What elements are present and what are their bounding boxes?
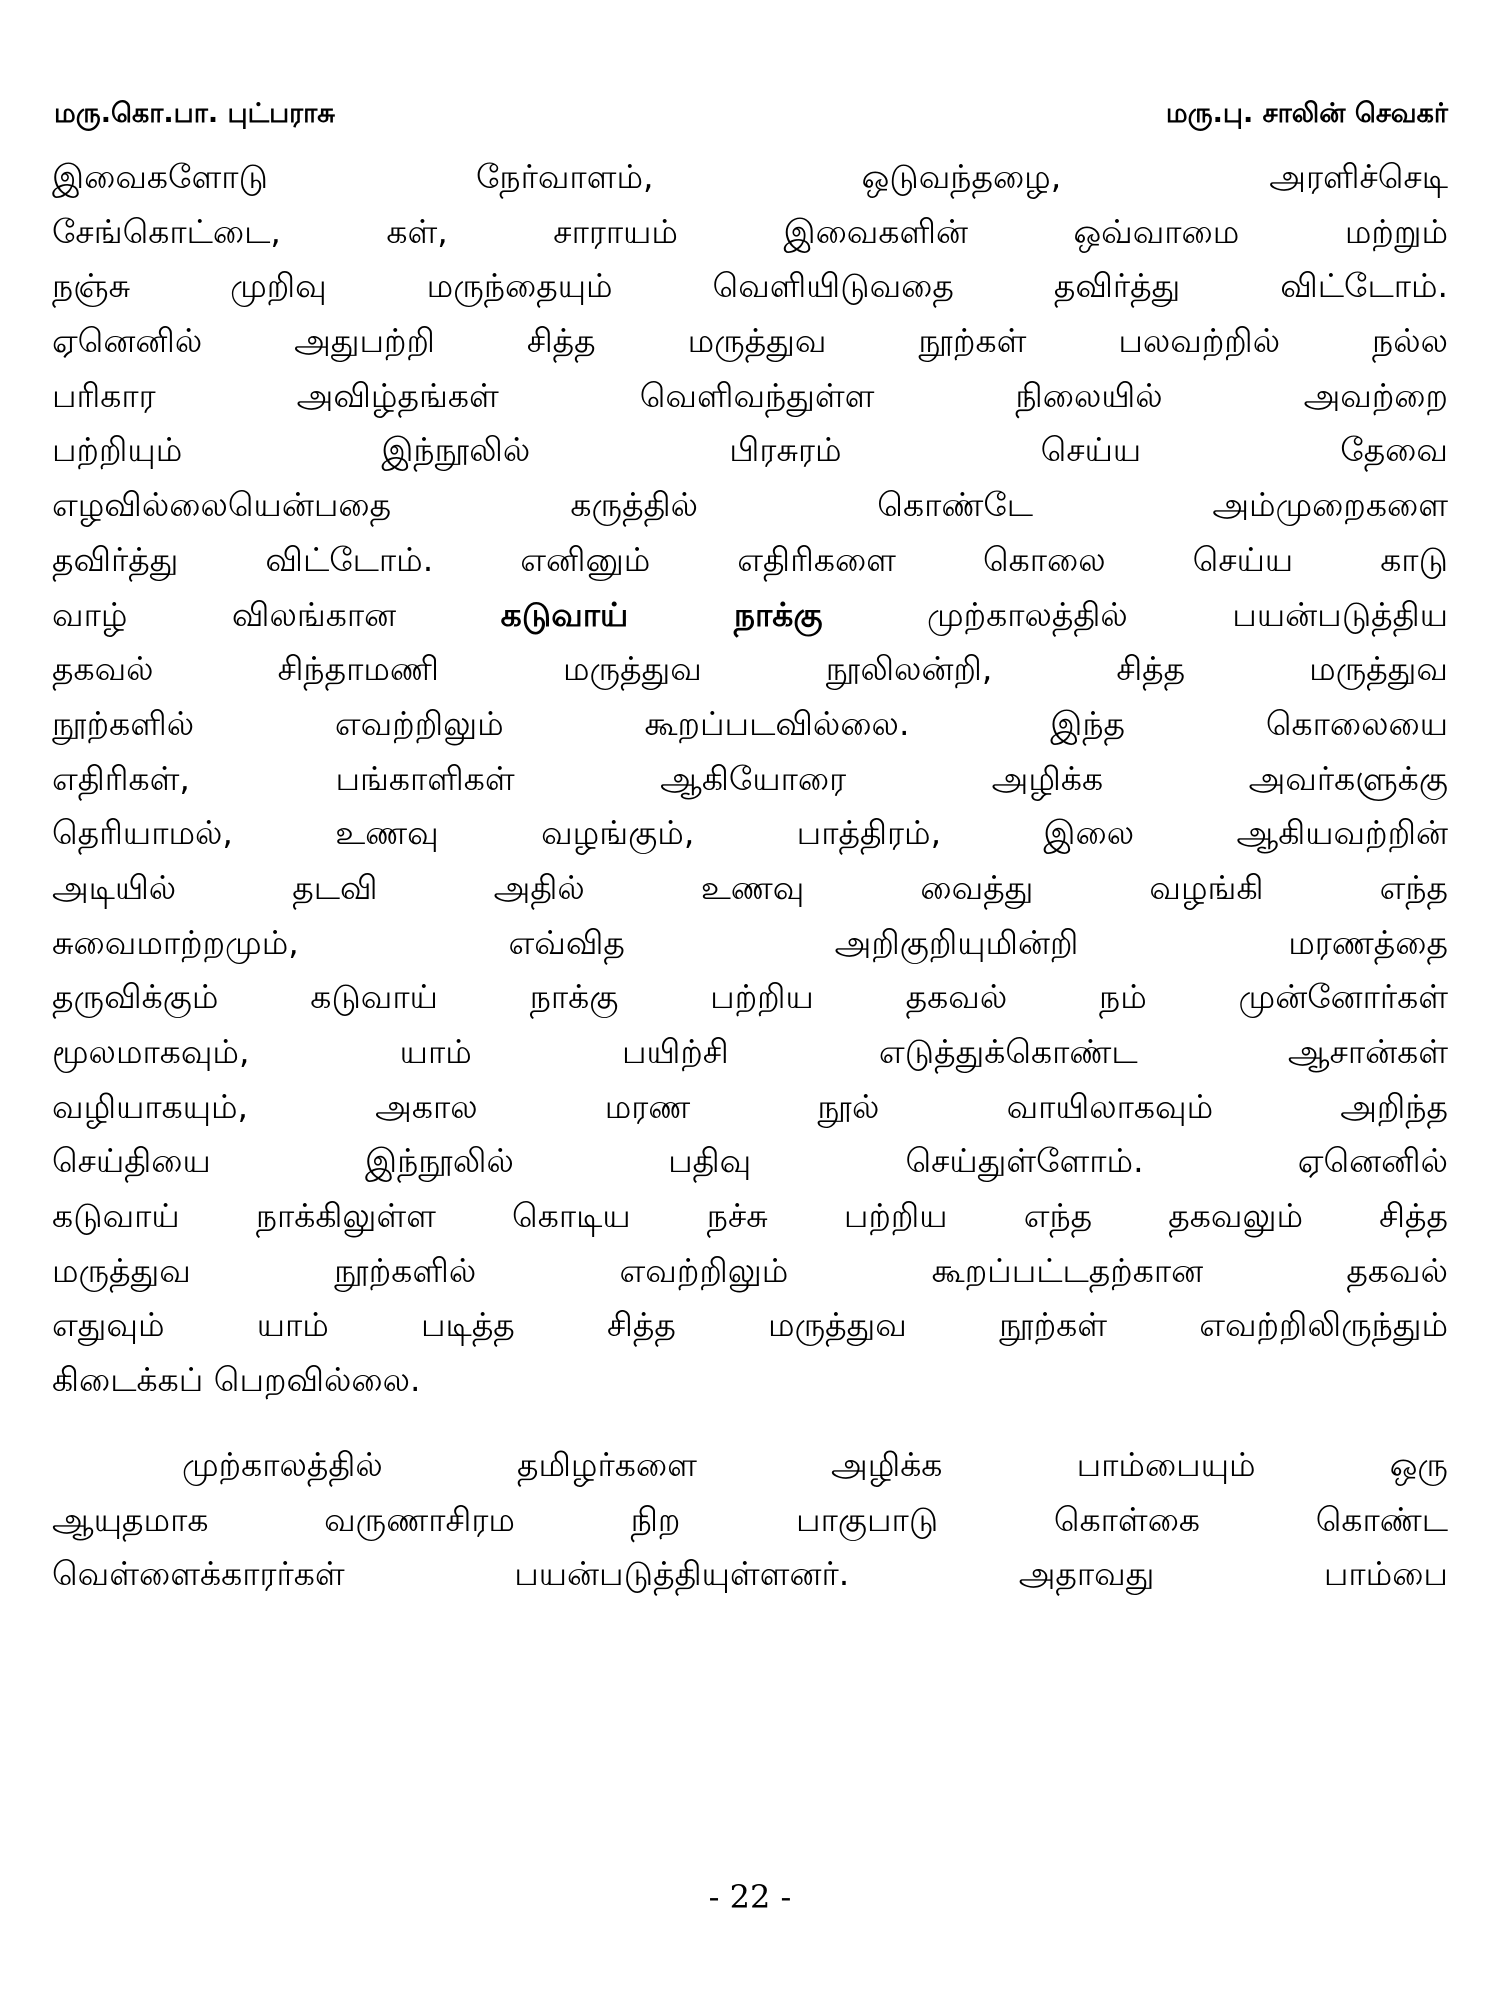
text-line: வழியாகயும், அகால மரண நூல் வாயிலாகவும் அறிந்த bbox=[52, 1086, 1448, 1126]
text-line: ஆயுதமாக வருணாசிரம நிற பாகுபாடு கொள்கை கொண்ட bbox=[52, 1499, 1448, 1539]
bold-term: கடுவாய் நாக்கு bbox=[500, 594, 823, 634]
page-number: - 22 - bbox=[708, 1878, 792, 1916]
text-line: பற்றியும் இந்நூலில் பிரசுரம் செய்ய தேவை bbox=[52, 430, 1448, 470]
text-line: தெரியாமல், உணவு வழங்கும், பாத்திரம், இலை ஆகியவற்றின் bbox=[52, 813, 1448, 853]
text-line: சேங்கொட்டை, கள், சாராயம் இவைகளின் ஒவ்வாமை மற்றும் bbox=[52, 211, 1448, 251]
text-line: எதிரிகள், பங்காளிகள் ஆகியோரை அழிக்க அவர்களுக்கு bbox=[52, 758, 1448, 798]
text-line: கடுவாய் நாக்கிலுள்ள கொடிய நச்சு பற்றிய எந்த தகவலும் சித்த bbox=[52, 1196, 1448, 1236]
text-line: எதுவும் யாம் படித்த சித்த மருத்துவ நூற்கள் எவற்றிலிருந்தும் bbox=[52, 1305, 1448, 1345]
text-line: சுவைமாற்றமும், எவ்வித அறிகுறியுமின்றி மரணத்தை bbox=[52, 922, 1448, 962]
text-line: ஏனெனில் அதுபற்றி சித்த மருத்துவ நூற்கள் பலவற்றில் நல்ல bbox=[52, 321, 1448, 361]
text-line-with-bold bbox=[52, 588, 1448, 643]
text-segment: முற்காலத்தில் பயன்படுத்திய bbox=[822, 594, 1448, 634]
text-line: கிடைக்கப் பெறவில்லை. bbox=[52, 1360, 421, 1400]
text-line: தவிர்த்து விட்டோம். எனினும் எதிரிகளை கொலை செய்ய காடு bbox=[52, 539, 1448, 579]
text-line: வெள்ளைக்காரர்கள் பயன்படுத்தியுள்ளனர். அதாவது பாம்பை bbox=[52, 1554, 1448, 1594]
text-line: எழவில்லையென்பதை கருத்தில் கொண்டே அம்முறைகளை bbox=[52, 485, 1448, 525]
page-header bbox=[0, 98, 1500, 138]
text-line: மூலமாகவும், யாம் பயிற்சி எடுத்துக்கொண்ட ஆசான்கள் bbox=[52, 1032, 1448, 1071]
text-line: மருத்துவ நூற்களில் எவற்றிலும் கூறப்பட்டதற்கான தகவல் bbox=[52, 1250, 1448, 1290]
text-line: தகவல் சிந்தாமணி மருத்துவ நூலிலன்றி, சித்த மருத்துவ bbox=[52, 649, 1448, 689]
paragraph-gap bbox=[52, 1408, 1448, 1438]
text-line: அடியில் தடவி அதில் உணவு வைத்து வழங்கி எந்த bbox=[52, 867, 1448, 907]
text-line: செய்தியை இந்நூலில் பதிவு செய்துள்ளோம். ஏனெனில் bbox=[52, 1141, 1448, 1181]
text-line: பரிகார அவிழ்தங்கள் வெளிவந்துள்ள நிலையில் அவற்றை bbox=[52, 375, 1448, 415]
text-line: நஞ்சு முறிவு மருந்தையும் வெளியிடுவதை தவிர்த்து விட்டோம். bbox=[52, 266, 1448, 306]
text-segment: வாழ் விலங்கான bbox=[52, 594, 501, 634]
body-text bbox=[52, 150, 1448, 1602]
text-line: நூற்களில் எவற்றிலும் கூறப்படவில்லை. இந்த கொலையை bbox=[52, 703, 1448, 743]
text-line: முற்காலத்தில் தமிழர்களை அழிக்க பாம்பையும் ஒரு bbox=[182, 1444, 1448, 1484]
text-line: தருவிக்கும் கடுவாய் நாக்கு பற்றிய தகவல் நம் முன்னோர்கள் bbox=[52, 977, 1448, 1017]
header-right-author: மரு.பு. சாலின் செவகர் bbox=[1165, 98, 1448, 129]
text-line: இவைகளோடு நேர்வாளம், ஒடுவந்தழை, அரளிச்செடி bbox=[52, 157, 1448, 196]
header-left-author: மரு.கொ.பா. புட்பராசு bbox=[54, 98, 335, 129]
